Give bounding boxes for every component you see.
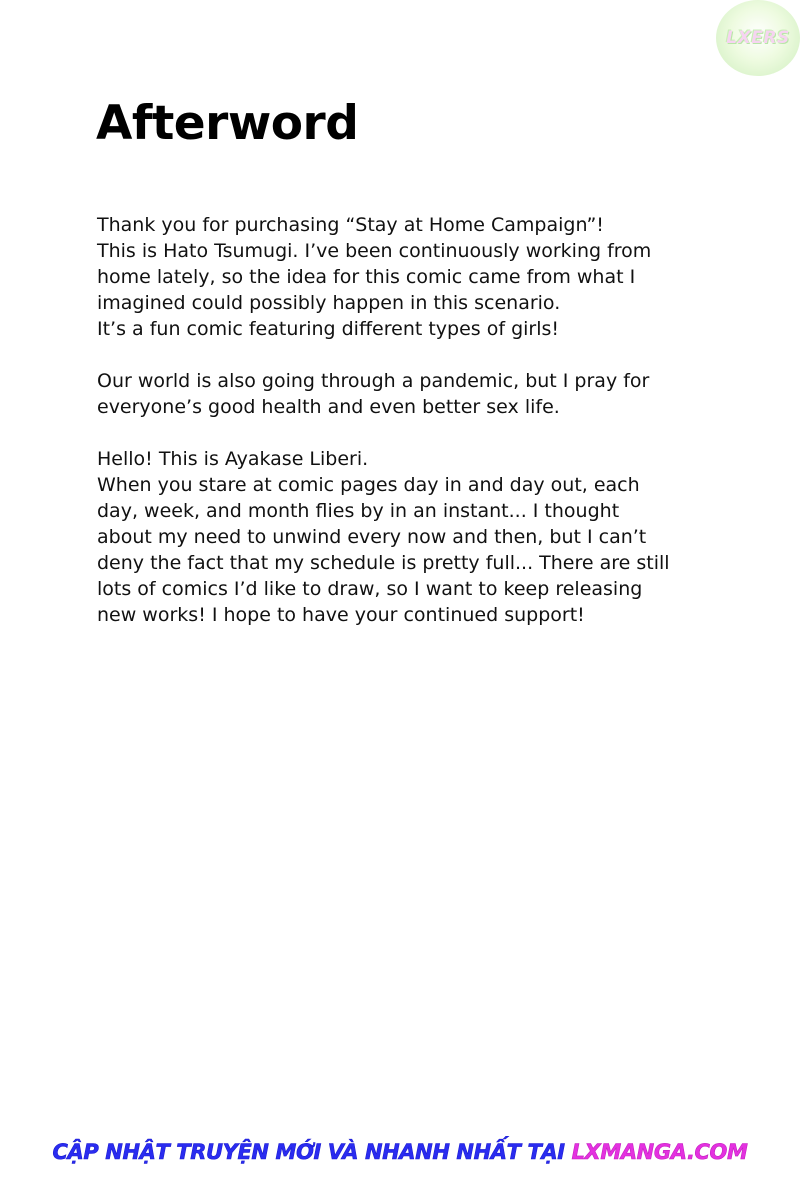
- afterword-body: [97, 212, 737, 654]
- footer-banner: [0, 1140, 800, 1164]
- text-line: home lately, so the idea for this comic came from what I: [97, 266, 636, 288]
- text-line: lots of comics I’d like to draw, so I want to keep releasing: [97, 578, 643, 600]
- text-line: imagined could possibly happen in this scenario.: [97, 292, 561, 314]
- paragraph-1: [97, 212, 737, 342]
- text-line: day, week, and month flies by in an instant... I thought: [97, 500, 620, 522]
- watermark-logo: [716, 0, 800, 76]
- text-line: deny the fact that my schedule is pretty full... There are still: [97, 552, 670, 574]
- text-line: about my need to unwind every now and then, but I can’t: [97, 526, 647, 548]
- paragraph-3: [97, 446, 737, 628]
- logo-text: LXERS: [726, 28, 790, 48]
- paragraph-2: [97, 368, 737, 420]
- text-line: Hello! This is Ayakase Liberi.: [97, 448, 369, 470]
- text-line: new works! I hope to have your continued support!: [97, 604, 585, 626]
- footer-site-link[interactable]: LXMANGA.COM: [571, 1140, 748, 1164]
- text-line: Our world is also going through a pandemic, but I pray for: [97, 370, 650, 392]
- text-line: Thank you for purchasing “Stay at Home Campaign”!: [97, 214, 604, 236]
- page-title: Afterword: [96, 96, 359, 151]
- text-line: It’s a fun comic featuring different types of girls!: [97, 318, 560, 340]
- text-line: This is Hato Tsumugi. I’ve been continuously working from: [97, 240, 652, 262]
- text-line: everyone’s good health and even better sex life.: [97, 396, 560, 418]
- text-line: When you stare at comic pages day in and day out, each: [97, 474, 640, 496]
- footer-promo-text: CẬP NHẬT TRUYỆN MỚI VÀ NHANH NHẤT TẠI: [52, 1140, 572, 1164]
